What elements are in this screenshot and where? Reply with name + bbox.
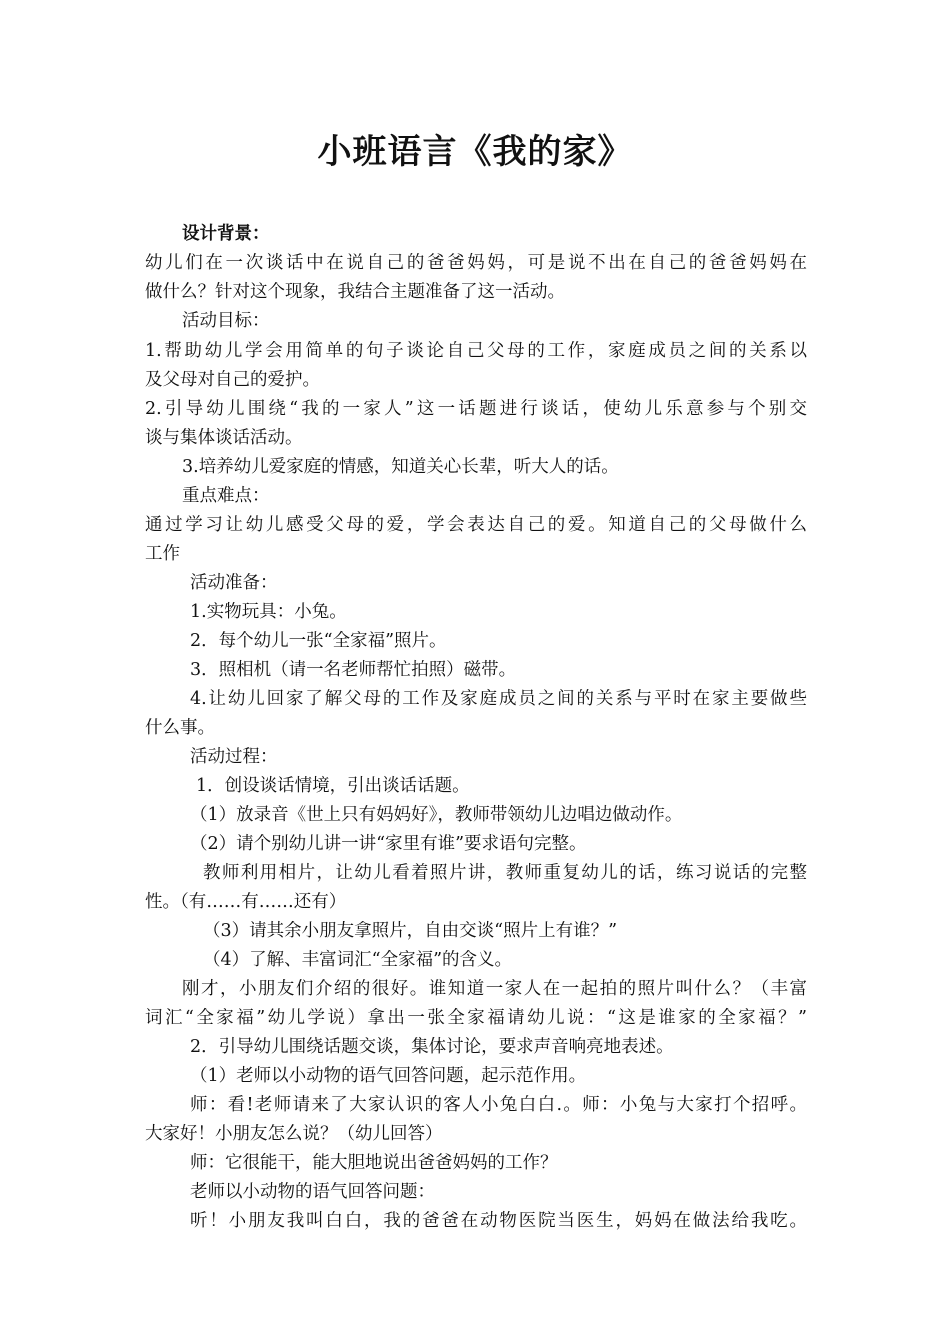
paragraph-line: 大家好！小朋友怎么说？（幼儿回答） <box>145 1124 443 1144</box>
paragraph-line: 2．每个幼儿一张“全家福”照片。 <box>190 631 447 651</box>
section-heading-key-points: 重点难点： <box>182 486 270 506</box>
paragraph-line: （1）放录音《世上只有妈妈好》，教师带领幼儿边唱边做动作。 <box>190 805 683 825</box>
paragraph-line: 及父母对自己的爱护。 <box>145 370 320 390</box>
section-heading-process: 活动过程： <box>190 747 278 767</box>
paragraph-line: 1.实物玩具：小兔。 <box>190 602 347 622</box>
paragraph-line: 幼儿们在一次谈话中在说自己的爸爸妈妈，可是说不出在自己的爸爸妈妈在 <box>145 253 807 273</box>
paragraph-line: 谈与集体谈话活动。 <box>145 428 303 448</box>
paragraph-line: 做什么？针对这个现象，我结合主题准备了这一活动。 <box>145 282 565 302</box>
paragraph-line: 1.帮助幼儿学会用简单的句子谈论自己父母的工作，家庭成员之间的关系以 <box>145 341 807 361</box>
paragraph-line: （3）请其余小朋友拿照片，自由交谈“照片上有谁？” <box>203 921 618 941</box>
paragraph-line: 1．创设谈话情境，引出谈话话题。 <box>196 776 470 796</box>
paragraph-line: 老师以小动物的语气回答问题： <box>190 1182 435 1202</box>
paragraph-line: 刚才，小朋友们介绍的很好。谁知道一家人在一起拍的照片叫什么？（丰富 <box>182 979 807 999</box>
paragraph-line: 师：看!老师请来了大家认识的客人小兔白白.。师：小兔与大家打个招呼。 <box>190 1095 807 1115</box>
paragraph-line: （4）了解、丰富词汇“全家福”的含义。 <box>203 950 513 970</box>
paragraph-line: （1）老师以小动物的语气回答问题，起示范作用。 <box>190 1066 587 1086</box>
paragraph-line: 通过学习让幼儿感受父母的爱，学会表达自己的爱。知道自己的父母做什么 <box>145 515 807 535</box>
paragraph-line: 4.让幼儿回家了解父母的工作及家庭成员之间的关系与平时在家主要做些 <box>190 689 807 709</box>
section-heading-preparation: 活动准备： <box>190 573 278 593</box>
paragraph-line: 2．引导幼儿围绕话题交谈，集体讨论，要求声音响亮地表述。 <box>190 1037 674 1057</box>
paragraph-line: （2）请个别幼儿讲一讲“家里有谁”要求语句完整。 <box>190 834 587 854</box>
paragraph-line: 什么事。 <box>145 718 215 738</box>
section-heading-background: 设计背景： <box>182 224 270 244</box>
paragraph-line: 工作 <box>145 544 180 564</box>
paragraph-line: 教师利用相片，让幼儿看着照片讲，教师重复幼儿的话，练习说话的完整 <box>203 863 807 883</box>
paragraph-line: 性。（有……有……还有） <box>145 892 347 912</box>
paragraph-line: 2.引导幼儿围绕“我的一家人”这一话题进行谈话，使幼儿乐意参与个别交 <box>145 399 807 419</box>
paragraph-line: 3.培养幼儿爱家庭的情感，知道关心长辈，听大人的话。 <box>182 457 619 477</box>
paragraph-line: 师：它很能干，能大胆地说出爸爸妈妈的工作？ <box>190 1153 558 1173</box>
document-title: 小班语言《我的家》 <box>317 132 633 172</box>
paragraph-line: 词汇“全家福”幼儿学说）拿出一张全家福请幼儿说：“这是谁家的全家福？” <box>145 1008 807 1028</box>
section-heading-goals: 活动目标： <box>182 311 270 331</box>
paragraph-line: 3．照相机（请一名老师帮忙拍照）磁带。 <box>190 660 517 680</box>
paragraph-line: 听！小朋友我叫白白，我的爸爸在动物医院当医生，妈妈在做法给我吃。 <box>190 1211 807 1231</box>
